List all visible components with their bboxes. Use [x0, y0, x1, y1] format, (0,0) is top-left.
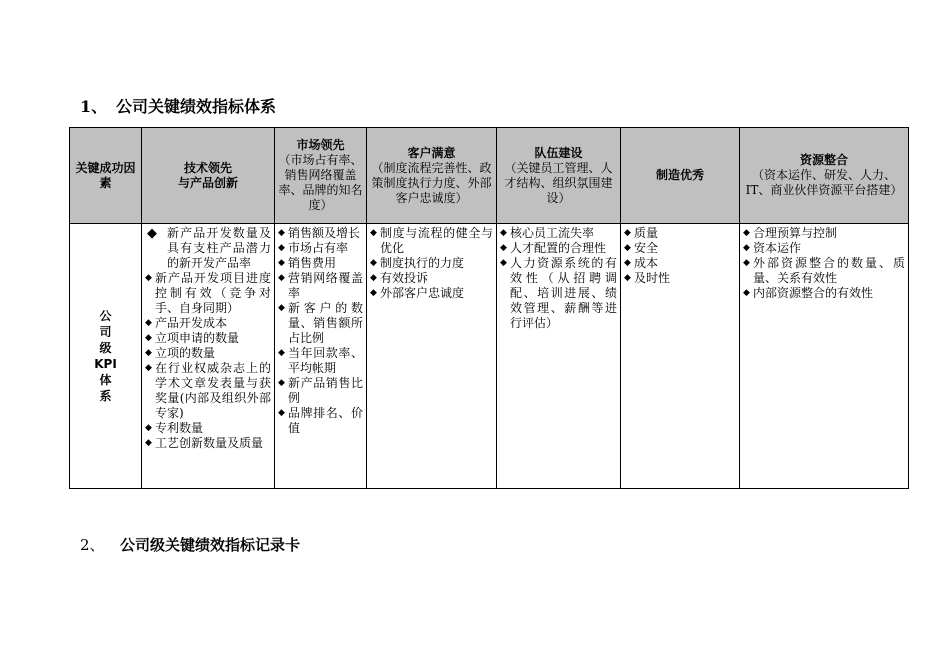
- row-label-char: KPI: [94, 357, 117, 371]
- kpi-item-text: 销售费用: [288, 256, 337, 270]
- column-header: 技术领先 与产品创新: [142, 128, 275, 224]
- bullet-icon: ◆: [624, 258, 631, 268]
- bullet-icon: ◆: [743, 243, 750, 253]
- bullet-icon: ◆: [278, 228, 285, 238]
- kpi-item: [145, 346, 271, 361]
- kpi-item-text: 立项申请的数量: [155, 331, 240, 345]
- table-row: [70, 224, 909, 489]
- bullet-icon: ◆: [500, 228, 507, 238]
- table-cell: [740, 224, 909, 489]
- kpi-item-text: 当年回款率、平均帐期: [288, 346, 363, 375]
- column-header: 资源整合 （资本运作、研发、人力、IT、商业伙伴资源平台搭建）: [740, 128, 909, 224]
- bullet-icon: ◆: [145, 438, 152, 448]
- kpi-item-text: 立项的数量: [155, 346, 216, 360]
- section-number: 2、: [80, 536, 105, 554]
- bullet-icon: ◆: [278, 378, 285, 388]
- kpi-system-table: [69, 127, 909, 489]
- kpi-item-text: 成本: [634, 256, 659, 270]
- bullet-icon: ◆: [624, 243, 631, 253]
- kpi-item-text: 人才配置的合理性: [510, 241, 607, 255]
- kpi-item-text: 营销网络覆盖率: [288, 271, 363, 300]
- bullet-icon: ◆: [145, 348, 152, 358]
- kpi-item: [370, 286, 493, 301]
- kpi-item-text: 质量: [634, 226, 659, 240]
- kpi-item: [145, 421, 271, 436]
- bullet-icon: ◆: [145, 333, 152, 343]
- kpi-item: [743, 226, 905, 241]
- kpi-item-text: 安全: [634, 241, 659, 255]
- section-heading-2: [80, 535, 300, 555]
- kpi-item-text: 在行业权威杂志上的学术文章发表量与获奖量(内部及组织外部专家): [155, 361, 271, 420]
- bullet-icon: ◆: [743, 288, 750, 298]
- kpi-item: [145, 436, 271, 451]
- kpi-item: [500, 226, 617, 241]
- kpi-item-text: 人力资源系统的有效性（从招聘调配、培训进展、绩效管理、薪酬等进行评估）: [510, 256, 617, 330]
- kpi-item: [278, 376, 363, 406]
- kpi-item: [624, 241, 736, 256]
- kpi-item-text: 外部客户忠诚度: [380, 286, 465, 300]
- kpi-item-text: 销售额及增长: [288, 226, 361, 240]
- kpi-item: [145, 271, 271, 316]
- bullet-icon: ◆: [278, 273, 285, 283]
- kpi-item-text: 工艺创新数量及质量: [155, 436, 264, 450]
- bullet-icon: ◆: [278, 243, 285, 253]
- column-header: 队伍建设 （关键员工管理、人才结构、组织氛围建设）: [497, 128, 621, 224]
- kpi-item: [743, 286, 905, 301]
- bullet-icon: ◆: [500, 243, 507, 253]
- section-number: 1、: [80, 97, 108, 116]
- section-heading-1: [80, 97, 276, 117]
- bullet-icon: ◆: [370, 288, 377, 298]
- kpi-item: [145, 316, 271, 331]
- row-label-char: 司: [99, 325, 112, 339]
- kpi-item: [145, 361, 271, 421]
- kpi-item-text: 品牌排名、价值: [288, 406, 363, 435]
- bullet-icon: ◆: [145, 423, 152, 433]
- kpi-item: [278, 406, 363, 436]
- kpi-item-text: 资本运作: [753, 241, 802, 255]
- kpi-item: [500, 241, 617, 256]
- bullet-icon: ◆: [624, 273, 631, 283]
- kpi-item: [145, 331, 271, 346]
- row-label-char: 体: [99, 373, 112, 387]
- bullet-icon: ◆: [145, 318, 152, 328]
- column-header: 市场领先 （市场占有率、销售网络覆盖率、品牌的知名度）: [275, 128, 367, 224]
- bullet-icon: ◆: [278, 258, 285, 268]
- bullet-icon: ◆: [370, 228, 377, 238]
- kpi-item: [145, 226, 271, 271]
- bullet-icon: ◆: [147, 226, 157, 241]
- kpi-item-text: 产品开发成本: [155, 316, 228, 330]
- kpi-item-text: 新产品开发项目进度控制有效（竞争对手、自身同期）: [155, 271, 271, 315]
- kpi-item: [370, 271, 493, 286]
- bullet-icon: ◆: [278, 348, 285, 358]
- bullet-icon: ◆: [278, 303, 285, 313]
- kpi-item-text: 专利数量: [155, 421, 204, 435]
- kpi-item: [278, 346, 363, 376]
- kpi-item-text: 内部资源整合的有效性: [753, 286, 874, 300]
- table-cell: [142, 224, 275, 489]
- bullet-icon: ◆: [743, 258, 750, 268]
- kpi-item-text: 市场占有率: [288, 241, 349, 255]
- row-label: [70, 224, 142, 489]
- kpi-item: [624, 226, 736, 241]
- kpi-item-text: 新客户的数量、销售额所占比例: [288, 301, 363, 345]
- kpi-item-text: 外部资源整合的数量、质量、关系有效性: [753, 256, 905, 285]
- corner-header: 关键成功因素: [70, 128, 142, 224]
- bullet-icon: ◆: [743, 228, 750, 238]
- kpi-item-text: 合理预算与控制: [753, 226, 838, 240]
- kpi-item-text: 制度与流程的健全与优化: [380, 226, 493, 255]
- bullet-icon: ◆: [500, 258, 507, 268]
- kpi-item: [278, 256, 363, 271]
- kpi-item-text: 核心员工流失率: [510, 226, 595, 240]
- table-cell: [367, 224, 497, 489]
- kpi-item: [278, 226, 363, 241]
- row-label-char: 级: [99, 341, 112, 355]
- kpi-item: [743, 241, 905, 256]
- column-header: 客户满意 （制度流程完善性、政策制度执行力度、外部客户忠诚度）: [367, 128, 497, 224]
- table-cell: [275, 224, 367, 489]
- kpi-item-text: 及时性: [634, 271, 671, 285]
- kpi-item: [278, 241, 363, 256]
- kpi-item: [370, 226, 493, 256]
- bullet-icon: ◆: [145, 363, 152, 373]
- kpi-item-text: 制度执行的力度: [380, 256, 465, 270]
- kpi-item: [500, 256, 617, 331]
- bullet-icon: ◆: [278, 408, 285, 418]
- bullet-icon: ◆: [370, 273, 377, 283]
- bullet-icon: ◆: [145, 273, 152, 283]
- column-header: 制造优秀: [621, 128, 740, 224]
- kpi-item: [278, 301, 363, 346]
- kpi-item: [278, 271, 363, 301]
- kpi-item-text: 有效投诉: [380, 271, 429, 285]
- kpi-item-text: 新产品开发数量及具有支柱产品潜力的新开发产品率: [167, 226, 271, 270]
- bullet-icon: ◆: [624, 228, 631, 238]
- kpi-item: [624, 256, 736, 271]
- section-title: 公司关键绩效指标体系: [116, 97, 277, 116]
- kpi-item-text: 新产品销售比例: [288, 376, 363, 405]
- row-label-char: 公: [99, 309, 112, 323]
- kpi-item: [743, 256, 905, 286]
- row-label-char: 系: [99, 389, 112, 403]
- bullet-icon: ◆: [370, 258, 377, 268]
- table-cell: [621, 224, 740, 489]
- kpi-item: [370, 256, 493, 271]
- table-cell: [497, 224, 621, 489]
- table-header-row: [70, 128, 909, 224]
- section-title: 公司级关键绩效指标记录卡: [120, 536, 301, 554]
- kpi-item: [624, 271, 736, 286]
